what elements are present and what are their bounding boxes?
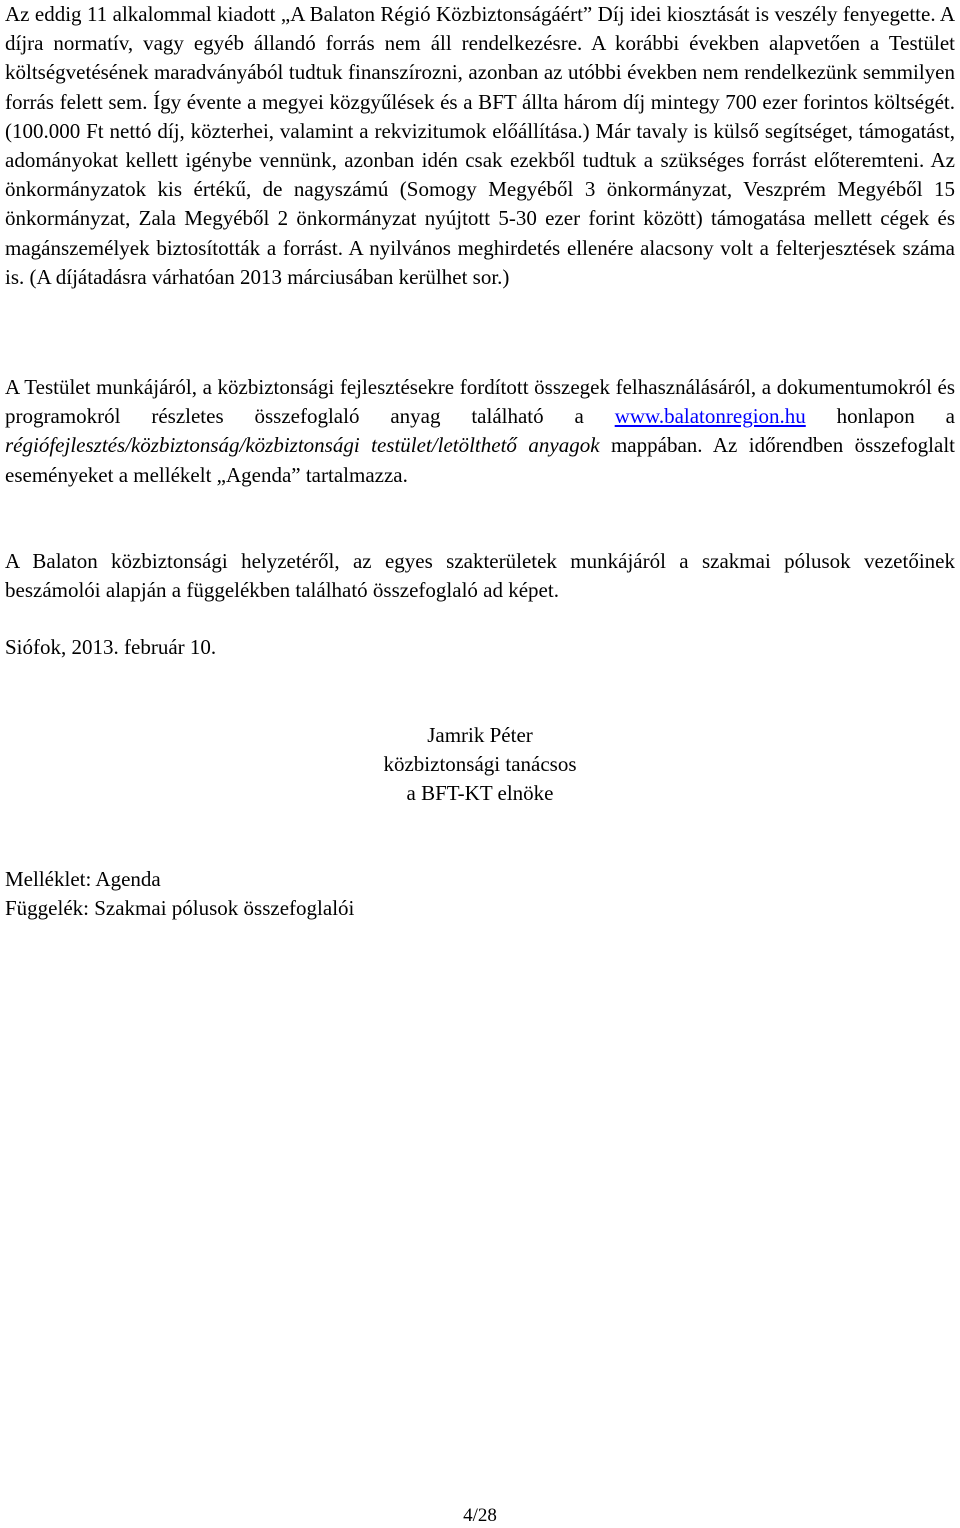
date-line: Siófok, 2013. február 10. <box>5 635 217 659</box>
paragraph-award-funding: Az eddig 11 alkalommal kiadott „A Balaton Régió Közbiztonságáért” Díj idei kiosztását is veszély fenyegette. A díjra normatív, vagy egyéb állandó forrás nem áll rendelkezésre. A korábbi években alapvetően a Testület költségvetésének maradványából tudtuk finanszírozni, azonban az utóbbi években nem rendelkezünk semmilyen forrás felett sem. Így évente a megyei közgyűlések és a BFT állta három díj mintegy 700 ezer forintos költségét. (100.000 Ft nettó díj, közterhei, valamint a rekvizitumok előállítása.) Már tavaly is külső segítséget, támogatást, adományokat kellett igénybe vennünk, azonban idén csak ezekből tudtuk a szükséges forrást előteremteni. Az önkormányzatok kis értékű, de nagyszámú (Somogy Megyéből 3 önkormányzat, Veszprém Megyéből 15 önkormányzat, Zala Megyéből 2 önkormányzat nyújtott 5-30 ezer forint között) támogatása mellett cégek és magánszemélyek biztosították a forrást. A nyilvános meghirdetés ellenére alacsony volt a felterjesztések száma is. (A díjátadásra várhatóan 2013 márciusában kerülhet sor.) <box>5 2 955 289</box>
paragraph-website-reference <box>5 373 955 490</box>
signatory-name: Jamrik Péter <box>427 723 533 747</box>
paragraph-website-text-after: mappában. Az időrendben összefoglalt eseményeket a mellékelt „Agenda” tartalmazza. <box>5 433 955 487</box>
signature-block <box>5 721 955 809</box>
appendix-line: Függelék: Szakmai pólusok összefoglalói <box>5 896 355 921</box>
signatory-role: közbiztonsági tanácsos <box>383 752 577 777</box>
paragraph-website-text-middle: honlapon a <box>805 404 955 429</box>
website-link[interactable]: www.balatonregion.hu <box>614 404 806 429</box>
folder-path: régiófejlesztés/közbiztonság/közbiztonsági testület/letölthető anyagok <box>5 433 600 458</box>
paragraph-appendix-summary: A Balaton közbiztonsági helyzetéről, az egyes szakterületek munkájáról a szakmai pólusok vezetőinek beszámolói alapján a függelékben található összefoglaló ad képet. <box>5 549 955 603</box>
annex-line: Melléklet: Agenda <box>5 867 161 891</box>
attachments-list <box>5 865 955 923</box>
page-number: 4/28 <box>463 1505 497 1526</box>
paragraph-website-text-before: A Testület munkájáról, a közbiztonsági fejlesztésekre fordított összegek felhasználásáról, a dokumentumokról és programokról részletes összefoglaló anyag található a <box>5 375 955 429</box>
signatory-organization: a BFT-KT elnöke <box>406 781 554 806</box>
